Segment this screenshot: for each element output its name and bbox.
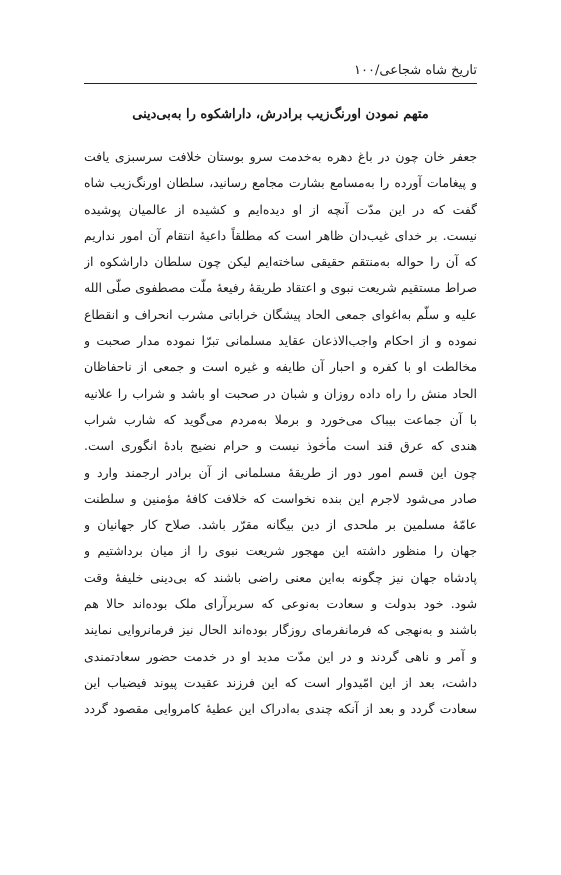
chapter-title: متهم نمودن اورنگ‌زیب برادرش، داراشکوه را به‌بی‌دینی	[132, 107, 429, 122]
text-line: که آن را حواله به‌منتقم حقیقی ساخته‌ایم لیکن چون سلطان داراشکوه از	[84, 254, 477, 270]
text-line: گفت که در این مدّت آنچه از او دیده‌ایم و کشیده از عالمیان پوشیده	[84, 201, 477, 217]
text-line: و آمر و ناهی گردند و در این مدّت مدید او در خدمت حضور سعادتمندی	[84, 648, 477, 664]
text-line: چون این قسم امور دور از طریقهٔ مسلمانی از آن برادر ارجمند وارد و	[84, 464, 477, 480]
text-line: الحاد منش را راه داده روزان و شبان در صحبت او باشد و شراب را علانیه	[84, 385, 477, 401]
running-head: تاریخ شاه شجاعی/۱۰۰	[354, 63, 477, 78]
text-line: و پیغامات آورده را به‌مسامع بشارت مجامع رسانید، سلطان اورنگ‌زیب شاه	[84, 175, 477, 191]
text-line: صادر می‌شود لاجرم این بنده نخواست که خلافت کافهٔ مؤمنین و سلطنت	[84, 490, 477, 506]
body-text	[84, 144, 477, 723]
text-line: عامّهٔ مسلمین بر ملحدی از دین بیگانه مقرّر باشد. صلاح کار جهانیان و	[84, 517, 477, 533]
text-line: جعفر خان چون در باغ دهره به‌خدمت سرو بوستان خلافت سرسبزی یافت	[84, 149, 477, 164]
text-line: صراط مستقیم شریعت نبوی و اعتقاد طریقهٔ رفیعهٔ ملّت مصطفوی صلّی الله	[84, 280, 477, 296]
text-line: نیست. بر خدای غیب‌دان ظاهر است که مطلقاً داعیهٔ انتقام آن امور نداریم	[84, 227, 477, 243]
text-line: شود. خود بدولت و سعادت به‌نوعی که سربرآرای ملک بوده‌اند حالا هم	[84, 596, 477, 612]
text-line: علیه و سلّم به‌اغوای جمعی الحاد پیشگان خراباتی مشرب انحراف و انقطاع	[84, 306, 477, 322]
text-line: سعادت گردد و بعد از آنکه چندی به‌ادراک این عطیهٔ کامروایی مقصود گردد	[84, 701, 477, 717]
text-line: پادشاه جهان نیز چگونه به‌این معنی راضی باشند که بی‌دینی خلیفهٔ وقت	[84, 569, 477, 585]
header-rule	[84, 83, 477, 84]
text-line: داشت، بعد از این امّیدوار است که این فرزند عقیدت پیوند فیضیاب این	[84, 674, 477, 690]
text-line: با آن جماعت بیباک می‌خورد و برملا به‌مردم می‌گوید که شارب شراب	[84, 411, 477, 427]
text-line: باشند و به‌نهجی که فرمانفرمای روزگار بوده‌اند الحال نیز فرمانروایی نمایند	[84, 622, 477, 638]
text-line: جهان را منظور داشته این مهجور شریعت نبوی را از میان برداشتیم و	[84, 543, 477, 559]
text-line: مخالطت او با کفره و احبار آن طایفه و غیره است و جمعی از ناحفاظان	[84, 359, 477, 375]
text-line: نموده و از احکام واجب‌الاذعان عقاید مسلمانی تبرّا نموده مدار صحبت و	[84, 333, 477, 349]
text-line: هندی که عرق قند است مأخوذ نیست و حرام نضیج بادهٔ انگوری است.	[84, 438, 477, 454]
